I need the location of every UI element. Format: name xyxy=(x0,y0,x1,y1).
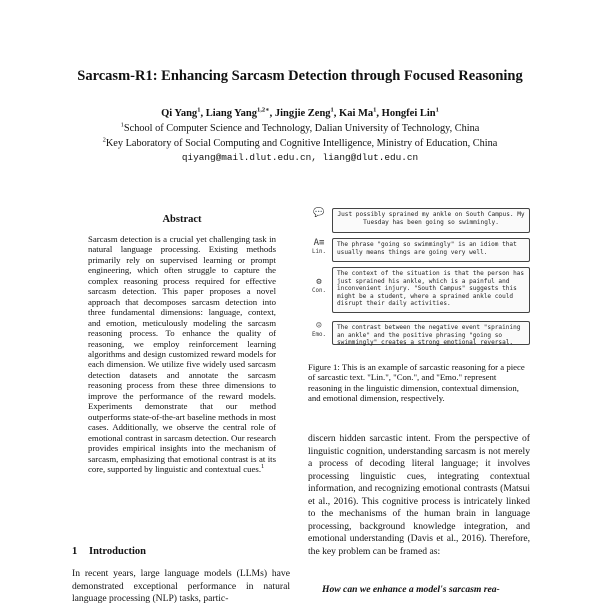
author: Jingjie Zeng$^1$ xyxy=(274,106,334,119)
author: Qi Yang$^1$ xyxy=(161,106,201,119)
figure-input-text: Just possibly sprained my ankle on South Campus. My Tuesday has been going so swimmingly. xyxy=(332,208,530,233)
figure-emotion-text: The contrast between the negative event "spraining an ankle" and the positive phrasing "going so swimmingly" creates a strong emotional reversal. xyxy=(332,321,530,345)
footnote-mark: 1 xyxy=(261,463,265,471)
abstract-body: Sarcasm detection is a crucial yet challenging task in natural language processing. Existing methods primarily rely on supervised learning or prompt engineering, which often struggle to capture the complex reasoning process required for effective sarcasm detection. This paper proposes a novel approach that decomposes sarcasm detection into three fundamental dimensions: language, context, and emotion, meticulously modeling the sarcasm reasoning process. To enhance the quality of reasoning, we employ reinforcement learning algorithms and design customized reward models for each dimension. We utilize five widely used sarcasm detection datasets and annotate the sarcasm reasoning process from these three dimensions to improve the performance of the reward models. Experiments demonstrate that our method outperforms state-of-the-art baseline methods in most cases. Additionally, we observe the central role of emotional contrast in sarcasm detection. Our research provides empirical insights into the mechanism of sarcasm, emphasizing that emotional contrast is at its core, supported by linguistic and contextual cues.$^1$ xyxy=(88,234,276,474)
figure-context-text: The context of the situation is that the person has just sprained his ankle, which is a painful and inconvenient injury. "South Campus" suggests this might be a student, where a sprained ankle could disrupt their daily activities. xyxy=(332,267,530,313)
section-heading: 1 Introduction xyxy=(72,546,146,557)
abstract-heading: Abstract xyxy=(162,214,202,225)
author-emails: qiyang@mail.dlut.edu.cn, liang@dlut.edu.cn xyxy=(181,152,419,163)
author: Hongfei Lin$^1$ xyxy=(381,106,439,119)
figure-row-emotion xyxy=(308,321,530,347)
key-question: How can we enhance a model's sarcasm rea- xyxy=(322,584,500,595)
figure-row-linguistic xyxy=(308,238,530,264)
author: Liang Yang$^{1,2∗}$ xyxy=(205,106,270,119)
figure-caption: Figure 1: This is an example of sarcastic reasoning for a piece of sarcastic text. "Lin.", "Con.", and "Emo." represent reasoning in the linguistic dimension, contextual dimension, and emotional dimension, respectively. xyxy=(308,362,525,404)
figure-row-input xyxy=(308,208,530,234)
emotion-icon: ☺ Emo. xyxy=(312,321,326,338)
author: Kai Ma$^1$ xyxy=(339,106,377,119)
introduction-body: In recent years, large language models (LLMs) have demonstrated exceptional performance in natural language processing (NLP) tasks, partic- xyxy=(72,568,290,605)
text-bubble-icon: 💬 xyxy=(313,208,325,218)
figure-row-context xyxy=(308,267,530,315)
context-icon: ⚙ Con. xyxy=(312,277,326,294)
affiliation: $^2$Key Laboratory of Social Computing and Cognitive Intelligence, Ministry of Education, China xyxy=(102,136,498,149)
affiliation: $^1$School of Computer Science and Technology, Dalian University of Technology, China xyxy=(120,121,480,134)
author-list: Qi Yang$^1$, Liang Yang$^{1,2∗}$, Jingjie Zeng$^1$, Kai Ma$^1$, Hongfei Lin$^1$ xyxy=(161,106,439,119)
language-icon: A≡ Lin. xyxy=(312,238,326,255)
right-column-body: discern hidden sarcastic intent. From the perspective of linguistic cognition, understanding sarcasm is not merely a process of decoding literal language; it involves processing linguistic cues, integrating contextual information, and recognizing emotional contrasts (Matsui et al., 2016). This cognitive process is intricately linked to the mechanisms of the human brain in language processing, background knowledge integration, and emotional understanding (Davis et al., 2016). Therefore, the key problem can be framed as: xyxy=(308,433,530,557)
figure-linguistic-text: The phrase "going so swimmingly" is an idiom that usually means things are going very well. xyxy=(332,238,530,262)
paper-title: Sarcasm-R1: Enhancing Sarcasm Detection through Focused Reasoning xyxy=(77,68,523,84)
